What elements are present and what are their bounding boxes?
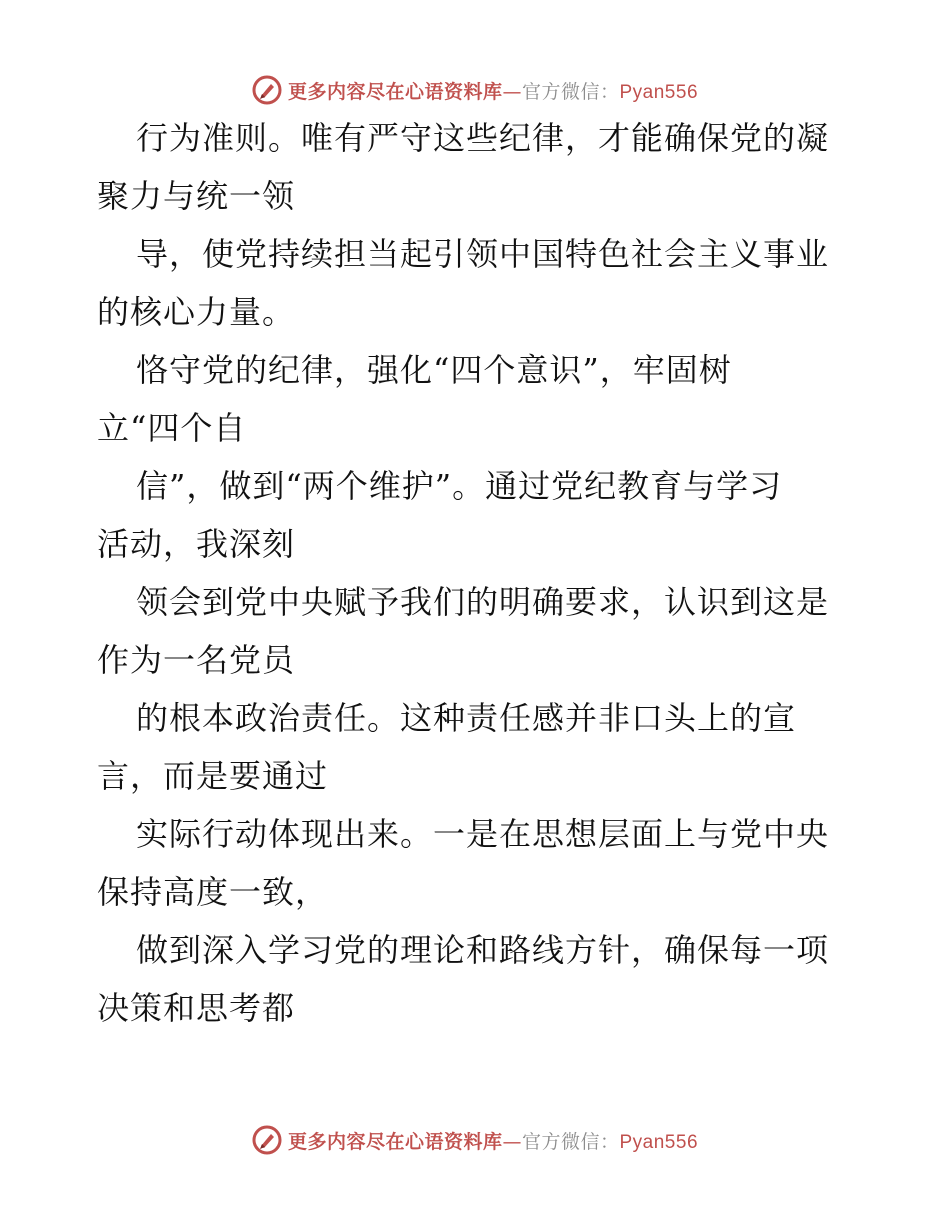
watermark-brand: 更多内容尽在心语资料库 [287,1130,503,1153]
paragraph-line: 实际行动体现出来。一是在思想层面上与党中央 [136,815,830,853]
paragraph-line: 活动，我深刻 [97,525,296,563]
header-watermark [0,70,950,110]
paragraph-line: 言，而是要通过 [97,757,329,795]
watermark-separator: — [502,1130,522,1153]
watermark-brand: 更多内容尽在心语资料库 [287,80,503,103]
paragraph-line: 信”，做到“两个维护”。通过党纪教育与学习 [136,467,783,505]
pen-logo-icon [252,75,282,105]
paragraph-line: 的核心力量。 [97,293,296,331]
paragraph-line: 领会到党中央赋予我们的明确要求，认识到这是 [136,583,830,621]
watermark-separator: — [502,80,522,103]
paragraph-line: 立“四个自 [97,409,247,447]
paragraph-line: 恪守党的纪律，强化“四个意识”，牢固树 [136,351,732,389]
watermark-label: 官方微信： [521,1130,620,1153]
watermark-text [288,1127,698,1154]
paragraph-line: 做到深入学习党的理论和路线方针，确保每一项 [136,931,830,969]
watermark-wechat-id: Pyan556 [619,1131,699,1153]
paragraph-line: 聚力与统一领 [97,177,296,215]
paragraph-line: 决策和思考都 [97,989,296,1027]
watermark-text [288,77,698,104]
paragraph-line: 的根本政治责任。这种责任感并非口头上的宣 [136,699,797,737]
footer-watermark [0,1120,950,1160]
pen-logo-icon [252,1125,282,1155]
paragraph-line: 保持高度一致， [97,873,329,911]
paragraph-line: 行为准则。唯有严守这些纪律，才能确保党的凝 [136,119,830,157]
watermark-wechat-id: Pyan556 [619,81,699,103]
paragraph-line: 导，使党持续担当起引领中国特色社会主义事业 [136,235,830,273]
paragraph-line: 作为一名党员 [97,641,296,679]
watermark-label: 官方微信： [521,80,620,103]
